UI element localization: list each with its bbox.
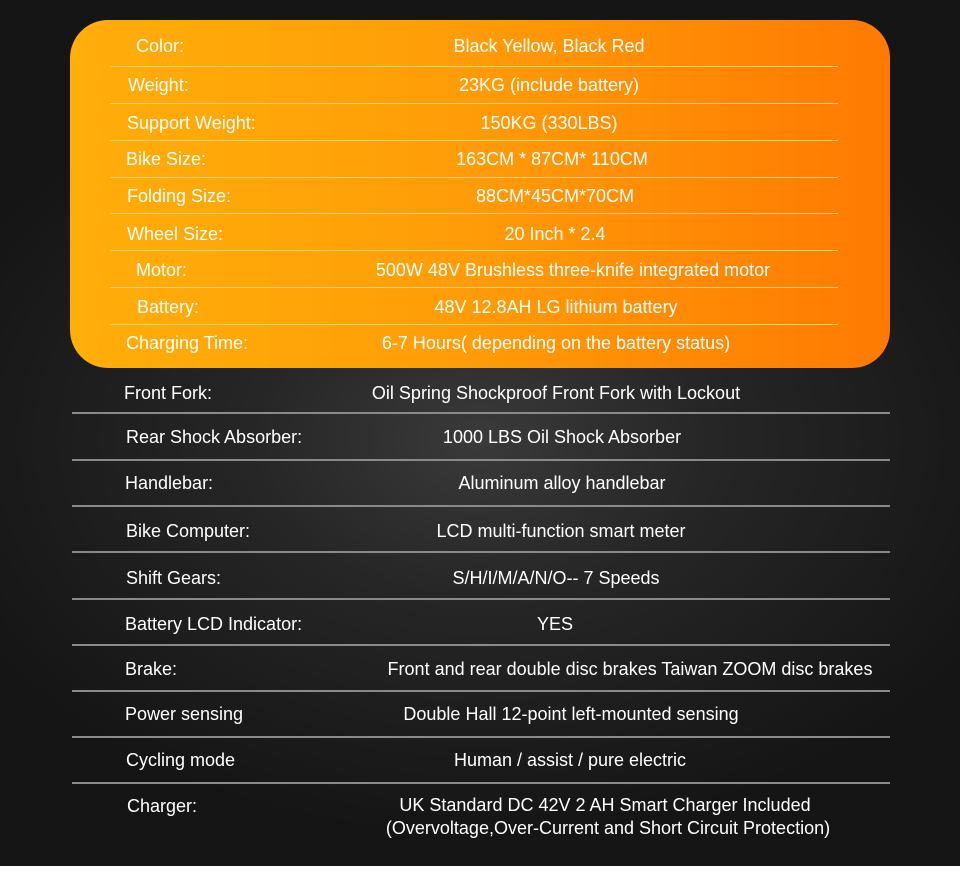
row-divider [110, 250, 838, 251]
spec-value: YES [536, 614, 574, 634]
row-divider [72, 782, 890, 784]
spec-label: Rear Shock Absorber: [126, 427, 303, 447]
spec-label: Handlebar: [125, 473, 214, 493]
spec-label: Color: [136, 36, 185, 56]
row-divider [72, 551, 890, 553]
row-divider [110, 324, 838, 325]
spec-value: Black Yellow, Black Red [453, 36, 645, 56]
spec-value: 20 Inch * 2.4 [504, 224, 606, 244]
spec-label: Battery: [137, 297, 200, 317]
row-divider [110, 140, 838, 141]
spec-label: Cycling mode [126, 750, 236, 770]
spec-value: 48V 12.8AH LG lithium battery [434, 297, 678, 317]
spec-label: Charger: [127, 796, 198, 816]
spec-label: Charging Time: [126, 333, 249, 353]
row-divider [72, 505, 890, 507]
row-divider [72, 598, 890, 600]
spec-value: Double Hall 12-point left-mounted sensing [403, 704, 739, 724]
row-divider [110, 66, 838, 67]
row-divider [72, 736, 890, 738]
spec-value: Oil Spring Shockproof Front Fork with Lockout [371, 383, 741, 403]
spec-label: Bike Size: [126, 149, 207, 169]
row-divider [110, 177, 838, 178]
spec-value: 23KG (include battery) [458, 75, 640, 95]
spec-label: Battery LCD Indicator: [125, 614, 303, 634]
spec-value: Human / assist / pure electric [453, 750, 687, 770]
spec-value: S/H/I/M/A/N/O-- 7 Speeds [452, 568, 660, 588]
spec-label: Folding Size: [127, 186, 232, 206]
charger-value-line-1: UK Standard DC 42V 2 AH Smart Charger Included [399, 795, 811, 815]
spec-label: Weight: [128, 75, 189, 95]
spec-label: Wheel Size: [127, 224, 224, 244]
row-divider [72, 412, 890, 414]
spec-value: 6-7 Hours( depending on the battery status) [381, 333, 731, 353]
spec-label: Brake: [125, 659, 178, 679]
spec-value: 88CM*45CM*70CM [475, 186, 635, 206]
spec-value: Front and rear double disc brakes Taiwan ZOOM disc brakes [387, 659, 873, 679]
row-divider [72, 690, 890, 692]
row-divider [110, 213, 838, 214]
spec-label: Power sensing [125, 704, 244, 724]
spec-value: Aluminum alloy handlebar [458, 473, 666, 493]
spec-label: Support Weight: [127, 113, 256, 133]
charger-value-line-2: (Overvoltage,Over-Current and Short Circuit Protection) [385, 818, 831, 838]
spec-label: Front Fork: [124, 383, 213, 403]
row-divider [72, 644, 890, 646]
row-divider [110, 103, 838, 104]
bottom-border [0, 866, 960, 881]
spec-label: Motor: [136, 260, 188, 280]
spec-label: Bike Computer: [126, 521, 251, 541]
spec-value: 150KG (330LBS) [480, 113, 618, 133]
spec-value: 163CM * 87CM* 110CM [456, 149, 648, 169]
spec-label: Shift Gears: [126, 568, 222, 588]
spec-value: 500W 48V Brushless three-knife integrated motor [375, 260, 771, 280]
row-divider [110, 287, 838, 288]
row-divider [72, 459, 890, 461]
spec-value: LCD multi-function smart meter [436, 521, 686, 541]
spec-value: 1000 LBS Oil Shock Absorber [442, 427, 682, 447]
